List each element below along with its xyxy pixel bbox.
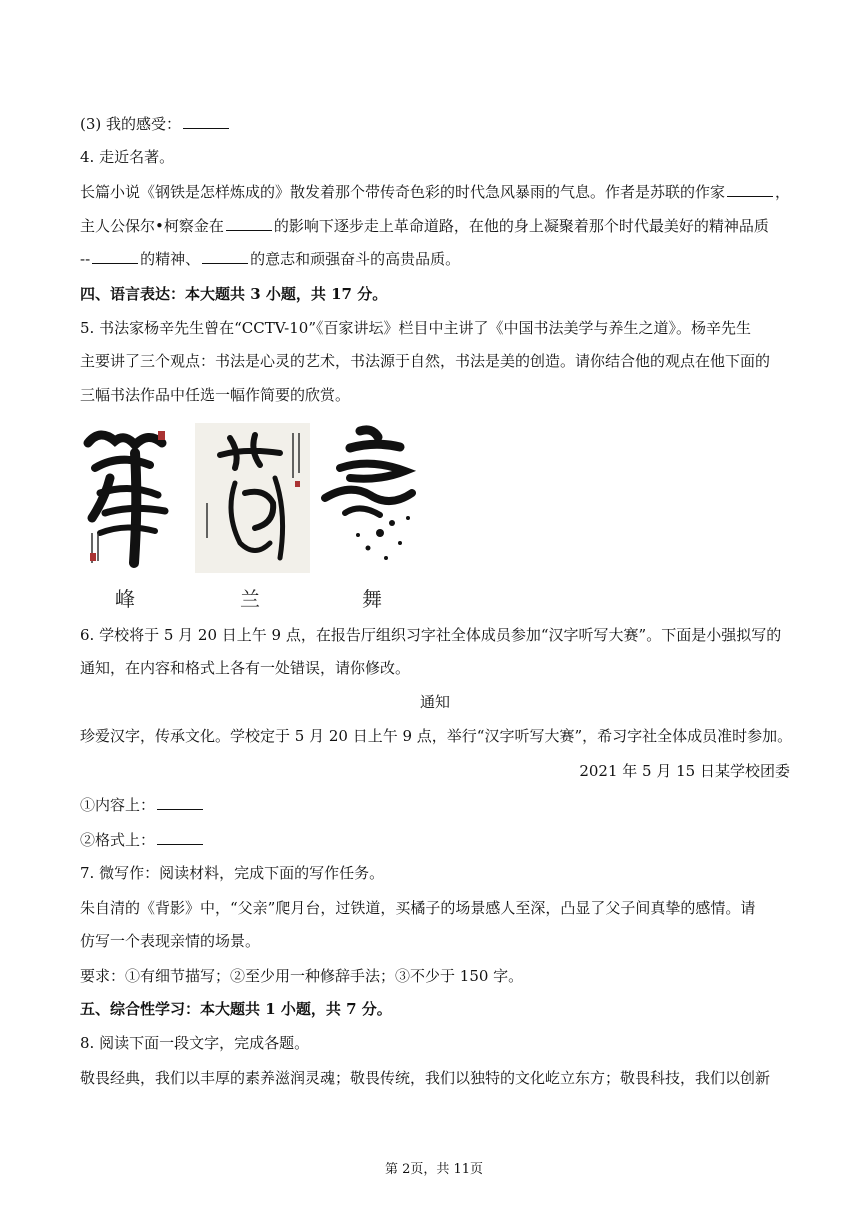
caption-wu: 舞 xyxy=(362,587,384,611)
question-7-requirements: 要求：①有细节描写；②至少用一种修辞手法；③不少于 150 字。 xyxy=(80,967,524,985)
question-7-title: 7. 微写作：阅读材料，完成下面的写作任务。 xyxy=(80,864,385,882)
caption-lan: 兰 xyxy=(240,587,262,611)
question-6-text-1: 6. 学校将于 5 月 20 日上午 9 点，在报告厅组织习字社全体成员参加“汉字听写大赛”。下面是小强拟写的 xyxy=(80,626,782,644)
question-4-text-3: -- 的精神、 的意志和顽强奋斗的高贵品质。 xyxy=(80,250,461,268)
caption-feng: 峰 xyxy=(115,587,137,611)
answer-blank[interactable] xyxy=(202,249,248,264)
answer-line-content: ①内容上： xyxy=(80,794,790,816)
question-8-title: 8. 阅读下面一段文字，完成各题。 xyxy=(80,1034,310,1052)
answer-blank[interactable] xyxy=(727,182,773,197)
question-5-text-2: 主要讲了三个观点：书法是心灵的艺术，书法源于自然，书法是美的创造。请你结合他的观点在他下面的 xyxy=(80,352,771,370)
page-footer: 第 2页，共 11页 xyxy=(384,1162,484,1177)
question-5-text-1: 5. 书法家杨辛先生曾在“CCTV-10”《百家讲坛》栏目中主讲了《中国书法美学与养生之道》。杨辛先生 xyxy=(80,319,751,337)
question-5-text-3: 三幅书法作品中任选一幅作简要的欣赏。 xyxy=(80,386,351,404)
section-5-heading: 五、综合性学习：本大题共 1 小题，共 7 分。 xyxy=(80,1000,392,1018)
question-4-text-1: 长篇小说《钢铁是怎样炼成的》散发着那个带传奇色彩的时代急风暴雨的气息。作者是苏联的作家 ， xyxy=(80,183,791,201)
question-8-text-1: 敬畏经典，我们以丰厚的素养滋润灵魂；敬畏传统，我们以独特的文化屹立东方；敬畏科技，我们以创新 xyxy=(80,1069,771,1087)
question-7-text-1: 朱自清的《背影》中，“父亲”爬月台，过铁道，买橘子的场景感人至深，凸显了父子间真挚的感情。请 xyxy=(80,899,756,917)
question-4-text-2: 主人公保尔•柯察金在 的影响下逐步走上革命道路，在他的身上凝聚着那个时代最美好的精神品质 xyxy=(80,217,769,235)
answer-blank[interactable] xyxy=(92,249,138,264)
calligraphy-images xyxy=(80,423,420,613)
notice-signature: 2021 年 5 月 15 日某学校团委 xyxy=(579,762,790,780)
answer-blank[interactable] xyxy=(226,216,272,231)
calligraphy-wu-image xyxy=(320,423,420,573)
answer-blank[interactable] xyxy=(157,830,203,845)
calligraphy-lan-image xyxy=(195,423,310,573)
notice-title: 通知 xyxy=(419,693,450,711)
section-4-heading: 四、语言表达：本大题共 3 小题，共 17 分。 xyxy=(80,285,388,303)
question-7-text-2: 仿写一个表现亲情的场景。 xyxy=(80,932,261,950)
answer-line-feeling: (3) 我的感受： xyxy=(80,113,790,135)
calligraphy-feng-image xyxy=(80,423,180,573)
answer-blank[interactable] xyxy=(183,114,229,129)
answer-blank[interactable] xyxy=(157,795,203,810)
answer-line-format: ②格式上： xyxy=(80,829,790,851)
question-6-text-2: 通知，在内容和格式上各有一处错误，请你修改。 xyxy=(80,659,411,677)
notice-body: 珍爱汉字，传承文化。学校定于 5 月 20 日上午 9 点，举行“汉字听写大赛”，希习字社全体成员准时参加。 xyxy=(80,727,793,745)
question-4-title: 4. 走近名著。 xyxy=(80,148,175,166)
